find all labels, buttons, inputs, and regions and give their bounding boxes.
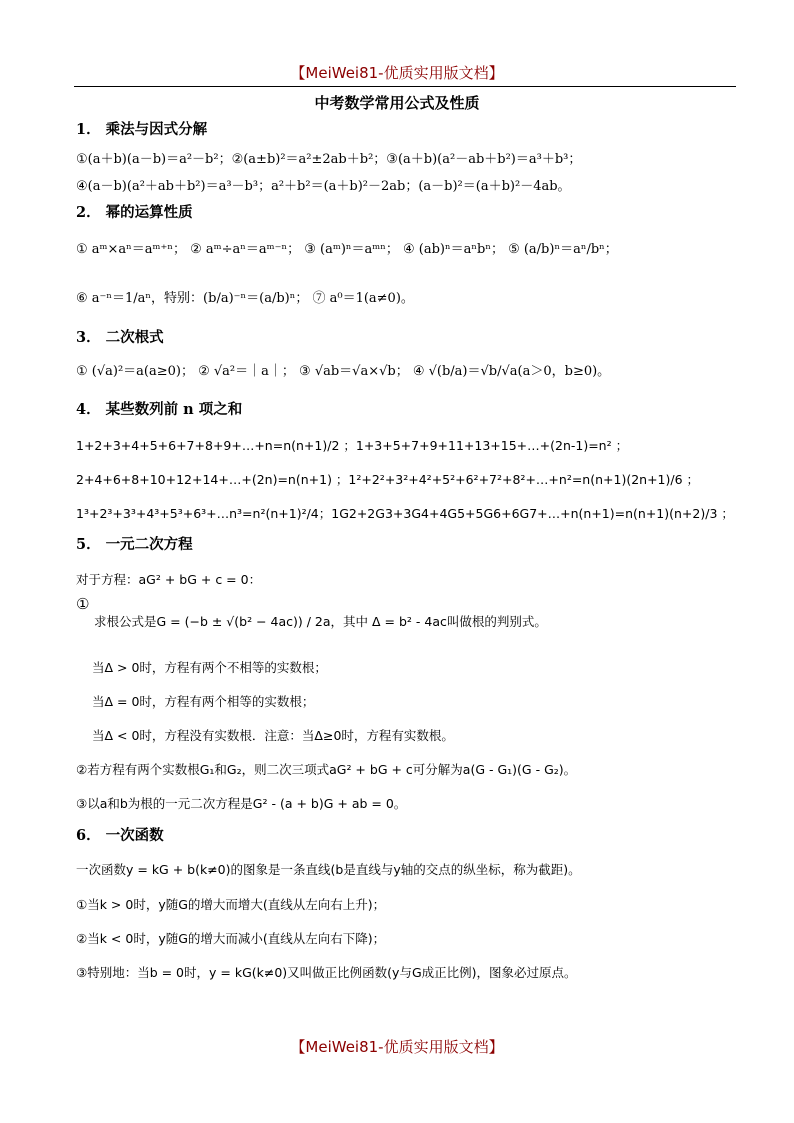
section-5-line-6: ②若方程有两个实数根G₁和G₂，则二次三项式aG² + bG + c可分解为a(G - G₁)(G - G₂)。 <box>76 762 577 777</box>
section-4-line-1: 1+2+3+4+5+6+7+8+9+…+n=n(n+1)/2 ；1+3+5+7+9+11+13+15+…+(2n-1)=n² ； <box>76 438 629 453</box>
section-heading-3: 3． 二次根式 <box>76 329 164 346</box>
section-1-line-1: ①(a＋b)(a－b)＝a²－b²；②(a±b)²＝a²±2ab＋b²；③(a＋b)(a²－ab＋b²)＝a³＋b³； <box>76 152 582 167</box>
section-5-line-1: 对于方程：aG² + bG + c = 0： <box>76 572 262 587</box>
header-divider <box>74 86 736 87</box>
section-heading-1: 1． 乘法与因式分解 <box>76 121 208 138</box>
circled-one-icon: ① <box>76 595 90 613</box>
section-5-line-3: 当Δ > 0时，方程有两个不相等的实数根； <box>92 660 327 675</box>
section-1-line-2: ④(a－b)(a²＋ab＋b²)＝a³－b³；a²＋b²＝(a＋b)²－2ab；(a－b)²＝(a＋b)²－4ab。 <box>76 179 571 194</box>
section-6-line-3: ②当k < 0时，y随G的增大而减小(直线从左向右下降)； <box>76 931 386 946</box>
section-3-line-1: ① (√a)²＝a(a≥0)； ② √a²＝｜a｜； ③ √ab＝√a×√b； ④ √(b/a)＝√b/√a(a＞0，b≥0)。 <box>76 364 611 379</box>
section-4-line-2: 2+4+6+8+10+12+14+…+(2n)=n(n+1) ；1²+2²+3²+4²+5²+6²+7²+8²+…+n²=n(n+1)(2n+1)/6 ； <box>76 472 700 487</box>
section-2-line-1: ① aᵐ×aⁿ＝aᵐ⁺ⁿ； ② aᵐ÷aⁿ＝aᵐ⁻ⁿ； ③ (aᵐ)ⁿ＝aᵐⁿ； ④ (ab)ⁿ＝aⁿbⁿ； ⑤ (a/b)ⁿ＝aⁿ/bⁿ； <box>76 242 618 257</box>
section-6-line-4: ③特别地：当b = 0时，y = kG(k≠0)又叫做正比例函数(y与G成正比例)，图象必过原点。 <box>76 965 577 980</box>
section-heading-2: 2． 幂的运算性质 <box>76 204 193 221</box>
footer-brand: 【MeiWei81-优质实用版文档】 <box>290 1038 504 1056</box>
section-heading-4: 4． 某些数列前 n 项之和 <box>76 401 243 418</box>
section-heading-6: 6． 一次函数 <box>76 827 164 844</box>
section-2-line-2: ⑥ a⁻ⁿ＝1/aⁿ，特别：(b/a)⁻ⁿ＝(a/b)ⁿ； ⑦ a⁰＝1(a≠0)。 <box>76 291 414 306</box>
section-6-line-2: ①当k > 0时，y随G的增大而增大(直线从左向右上升)； <box>76 897 386 912</box>
header-brand: 【MeiWei81-优质实用版文档】 <box>290 64 504 82</box>
section-5-line-2: 求根公式是G = (−b ± √(b² − 4ac)) / 2a，其中 Δ = b² - 4ac叫做根的判别式。 <box>94 614 547 629</box>
section-5-line-5: 当Δ < 0时，方程没有实数根．注意：当Δ≥0时，方程有实数根。 <box>92 728 454 743</box>
section-5-line-7: ③以a和b为根的一元二次方程是G² - (a + b)G + ab = 0。 <box>76 796 407 811</box>
section-heading-5: 5． 一元二次方程 <box>76 536 193 553</box>
section-5-line-4: 当Δ = 0时，方程有两个相等的实数根； <box>92 694 315 709</box>
page-title: 中考数学常用公式及性质 <box>314 94 480 112</box>
section-4-line-3: 1³+2³+3³+4³+5³+6³+…n³=n²(n+1)²/4；1G2+2G3+3G4+4G5+5G6+6G7+…+n(n+1)=n(n+1)(n+2)/3 ； <box>76 506 734 521</box>
section-6-line-1: 一次函数y = kG + b(k≠0)的图象是一条直线(b是直线与y轴的交点的纵坐标，称为截距)。 <box>76 862 581 877</box>
